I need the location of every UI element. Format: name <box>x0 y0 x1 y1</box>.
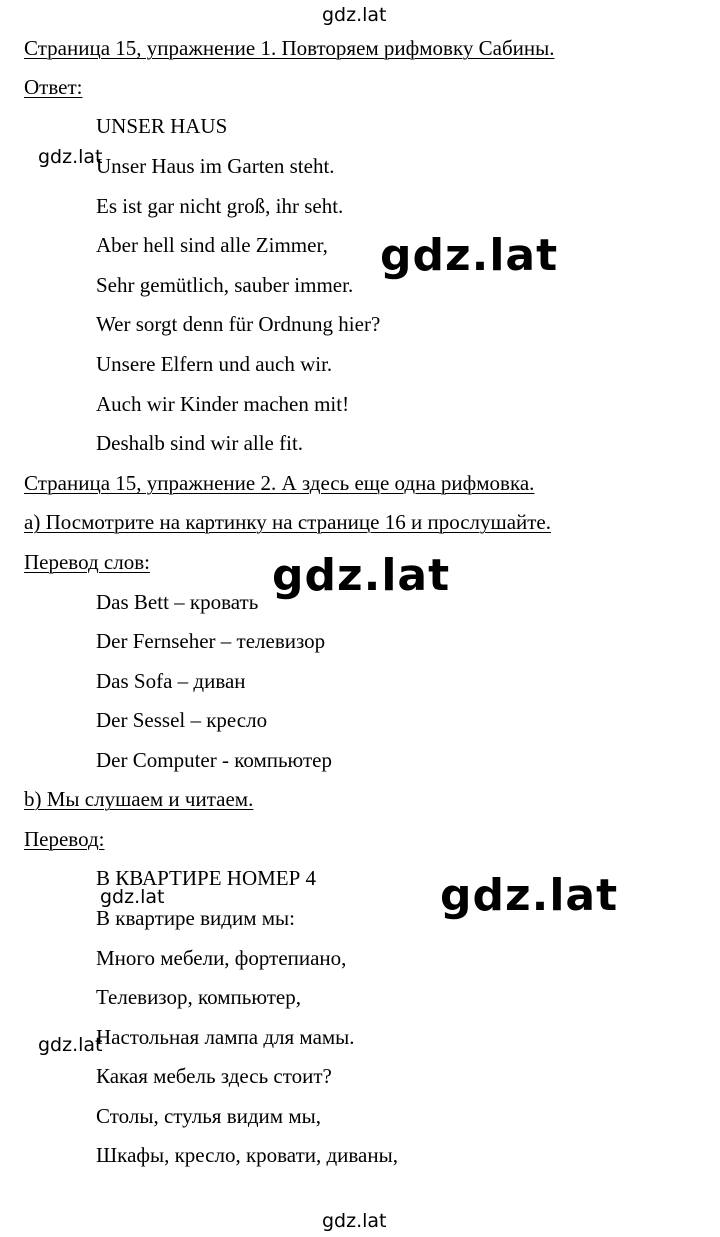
vocab-item: Das Bett – кровать <box>96 590 259 614</box>
poem2-line: В квартире видим мы: <box>96 906 295 930</box>
poem2-line: Много мебели, фортепиано, <box>96 946 347 970</box>
poem2-line: Шкафы, кресло, кровати, диваны, <box>96 1143 398 1167</box>
poem1-line: Aber hell sind alle Zimmer, <box>96 233 328 257</box>
watermark-left-1: gdz.lat <box>38 146 103 168</box>
exercise2-part-b: b) Мы слушаем и читаем. <box>24 787 254 811</box>
poem1-line: Wer sorgt denn für Ordnung hier? <box>96 312 381 336</box>
poem1-line: Unsere Elfern und auch wir. <box>96 352 333 376</box>
poem2-line: Столы, стулья видим мы, <box>96 1104 321 1128</box>
poem2-line: Какая мебель здесь стоит? <box>96 1064 332 1088</box>
vocab-item: Das Sofa – диван <box>96 669 246 693</box>
poem2-line: Настольная лампа для мамы. <box>96 1025 355 1049</box>
watermark-bottom: gdz.lat <box>322 1210 387 1232</box>
vocab-item: Der Fernseher – телевизор <box>96 629 326 653</box>
poem1-line: Es ist gar nicht groß, ihr seht. <box>96 194 344 218</box>
answer-label: Ответ: <box>24 75 83 99</box>
poem1-title: UNSER HAUS <box>96 114 228 138</box>
watermark-left-3: gdz.lat <box>38 1034 103 1056</box>
poem2-title: В КВАРТИРЕ НОМЕР 4 <box>96 866 317 890</box>
poem1-line: Unser Haus im Garten steht. <box>96 154 335 178</box>
exercise2-heading: Страница 15, упражнение 2. А здесь еще одна рифмовка. <box>24 471 535 495</box>
exercise2-part-a: a) Посмотрите на картинку на странице 16 и прослушайте. <box>24 510 551 534</box>
poem1-line: Sehr gemütlich, sauber immer. <box>96 273 354 297</box>
translation-label: Перевод: <box>24 827 105 851</box>
poem2-line: Телевизор, компьютер, <box>96 985 301 1009</box>
watermark-left-2: gdz.lat <box>100 886 165 908</box>
watermark-big-1: gdz.lat <box>380 230 559 281</box>
vocab-item: Der Sessel – кресло <box>96 708 268 732</box>
watermark-big-3: gdz.lat <box>440 870 619 921</box>
poem1-line: Auch wir Kinder machen mit! <box>96 392 350 416</box>
watermark-top: gdz.lat <box>322 4 387 26</box>
watermark-big-2: gdz.lat <box>272 550 451 601</box>
exercise1-heading: Страница 15, упражнение 1. Повторяем рифмовку Сабины. <box>24 36 555 60</box>
poem1-line: Deshalb sind wir alle fit. <box>96 431 304 455</box>
vocab-item: Der Computer - компьютер <box>96 748 332 772</box>
words-label: Перевод слов: <box>24 550 150 574</box>
